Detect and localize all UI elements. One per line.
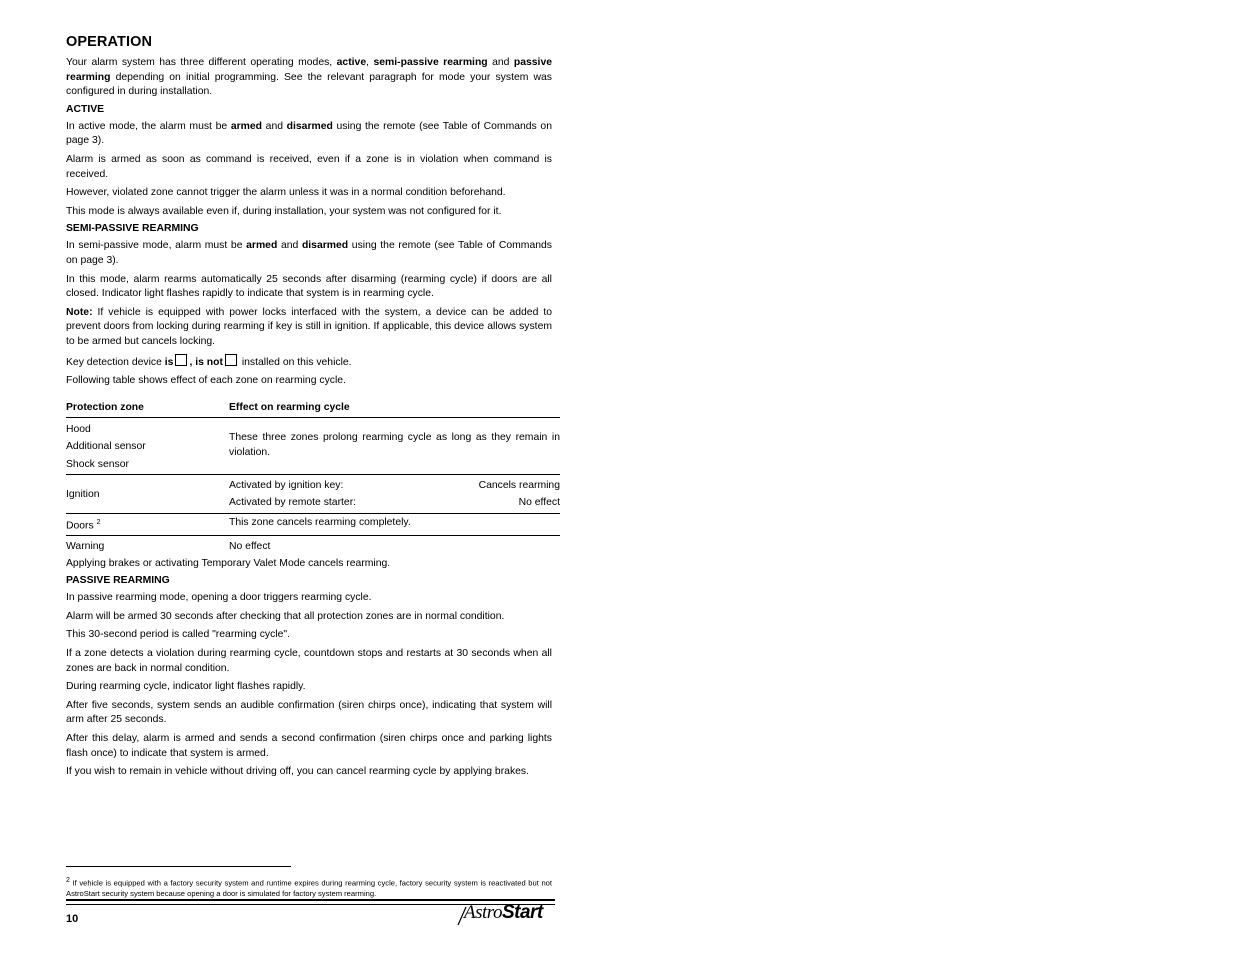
table-row bbox=[66, 418, 560, 476]
text: using the remote (see Table of Commands on page 3). bbox=[66, 120, 552, 147]
ignition-key-row bbox=[229, 477, 560, 494]
remote-starter-value: No effect bbox=[518, 497, 560, 509]
footnote bbox=[66, 876, 552, 899]
remote-starter-label: Activated by remote starter: bbox=[229, 497, 357, 509]
intro-paragraph bbox=[66, 56, 552, 100]
zone-additional-sensor: Additional sensor bbox=[66, 441, 146, 453]
section-title-semi-passive: SEMI-PASSIVE REARMING bbox=[66, 223, 199, 235]
active-paragraph-4: This mode is always available even if, during installation, your system was not configured for it. bbox=[66, 205, 502, 217]
zone-hood: Hood bbox=[66, 423, 91, 435]
remote-starter-row bbox=[229, 494, 560, 511]
page-number: 10 bbox=[66, 913, 79, 925]
bold-disarmed: disarmed bbox=[286, 120, 333, 132]
zone-group-cell bbox=[66, 418, 229, 475]
zone-group-effect bbox=[229, 418, 560, 475]
passive-paragraph-7: After this delay, alarm is armed and sends a second confirmation (siren chirps once and parking lights flash once) to indicate that system is armed. bbox=[66, 733, 552, 759]
ignition-key-value: Cancels rearming bbox=[478, 480, 560, 492]
intro-text: , bbox=[366, 57, 374, 68]
text: and bbox=[277, 240, 302, 252]
footer-rule-thick bbox=[66, 899, 555, 901]
bold-armed: armed bbox=[230, 120, 262, 132]
zone-doors bbox=[66, 514, 229, 534]
effect-text: These three zones prolong rearming cycle as long as they remain in violation. bbox=[229, 432, 560, 458]
passive-paragraph-4: If a zone detects a violation during rearming cycle, countdown stops and restarts at 30 seconds when all zones are back in normal condition. bbox=[66, 648, 552, 674]
active-paragraph-1 bbox=[66, 120, 552, 149]
intro-text: Your alarm system has three different operating modes, bbox=[66, 57, 337, 68]
header-protection-zone: Protection zone bbox=[66, 401, 144, 413]
key-is-not-label: , is not bbox=[189, 356, 223, 368]
doors-label: Doors bbox=[66, 520, 94, 532]
key-is-label: is bbox=[164, 356, 174, 368]
footnote-ref[interactable]: 2 bbox=[96, 519, 101, 527]
zone-warning: Warning bbox=[66, 540, 105, 552]
footnote-text: If vehicle is equipped with a factory security system and runtime expires during rearming cycle, factory security system is reactivated but not AstroStart security system because opening a door is simulated for factory system rearming. bbox=[66, 878, 552, 898]
protection-zone-table bbox=[66, 399, 560, 555]
text: In active mode, the alarm must be bbox=[66, 120, 231, 132]
logo-text-start: Start bbox=[501, 902, 543, 923]
bold-armed: armed bbox=[246, 240, 278, 252]
semi-paragraph-1 bbox=[66, 239, 552, 268]
text: In semi-passive mode, alarm must be bbox=[66, 240, 247, 252]
passive-paragraph-5: During rearming cycle, indicator light flashes rapidly. bbox=[66, 681, 306, 693]
table-row bbox=[66, 514, 560, 535]
section-title-passive: PASSIVE REARMING bbox=[66, 575, 170, 587]
is-checkbox[interactable] bbox=[175, 354, 187, 366]
passive-paragraph-8: If you wish to remain in vehicle without driving off, you can cancel rearming cycle by applying brakes. bbox=[66, 766, 529, 778]
header-effect: Effect on rearming cycle bbox=[229, 401, 350, 413]
is-not-checkbox[interactable] bbox=[225, 354, 237, 366]
active-paragraph-2: Alarm is armed as soon as command is received, even if a zone is in violation when command is received. bbox=[66, 153, 552, 180]
footnote-divider bbox=[66, 866, 291, 867]
bold-disarmed: disarmed bbox=[301, 240, 349, 252]
passive-paragraph-2: Alarm will be armed 30 seconds after checking that all protection zones are in normal condition. bbox=[66, 610, 505, 622]
intro-bold-active: active bbox=[336, 57, 367, 68]
semi-paragraph-2: In this mode, alarm rearms automatically 25 seconds after disarming (rearming cycle) if doors are all closed. Indicator light flashes rapidly to indicate that system is in rearming cycle. bbox=[66, 273, 552, 300]
section-title-active: ACTIVE bbox=[66, 103, 105, 115]
zone-shock-sensor: Shock sensor bbox=[66, 458, 129, 470]
logo-text-astro: Astro bbox=[464, 902, 502, 923]
note-text: If vehicle is equipped with power locks interfaced with the system, a device can be added to prevent doors from locking during rearming if key is still in ignition. If applicable, this device allows system to be armed but cancels locking. bbox=[66, 306, 552, 347]
key-detection-line bbox=[66, 354, 552, 371]
table-header-row bbox=[66, 399, 560, 418]
astrostart-logo bbox=[456, 903, 554, 927]
ignition-effect bbox=[229, 475, 560, 513]
text: using the remote (see Table of Commands on page 3). bbox=[66, 240, 552, 266]
text: Key detection device bbox=[66, 356, 165, 368]
text: installed on this vehicle. bbox=[238, 356, 352, 368]
document-page bbox=[66, 34, 560, 784]
intro-bold-passive: passive rearming bbox=[66, 57, 553, 83]
zone-ignition: Ignition bbox=[66, 488, 100, 500]
intro-text: and bbox=[487, 57, 514, 68]
ignition-key-label: Activated by ignition key: bbox=[229, 480, 344, 492]
intro-bold-semi: semi-passive rearming bbox=[373, 57, 488, 68]
passive-paragraph-1: In passive rearming mode, opening a door triggers rearming cycle. bbox=[66, 592, 372, 604]
doors-effect: This zone cancels rearming completely. bbox=[229, 517, 411, 529]
table-row bbox=[66, 536, 560, 555]
passive-paragraph-6: After five seconds, system sends an audible confirmation (siren chirps once), indicating that system will arm after 25 seconds. bbox=[66, 699, 552, 726]
semi-table-intro: Following table shows effect of each zone on rearming cycle. bbox=[66, 375, 346, 387]
table-row bbox=[66, 475, 560, 514]
text: and bbox=[262, 120, 287, 132]
passive-paragraph-3: This 30-second period is called "rearming cycle". bbox=[66, 629, 290, 641]
after-table-paragraph: Applying brakes or activating Temporary Valet Mode cancels rearming. bbox=[66, 557, 391, 569]
page-heading: OPERATION bbox=[66, 34, 153, 50]
active-paragraph-3: However, violated zone cannot trigger the alarm unless it was in a normal condition beforehand. bbox=[66, 187, 506, 199]
intro-text: depending on initial programming. See the relevant paragraph for mode your system was configured in during installation. bbox=[66, 71, 552, 98]
semi-note bbox=[66, 306, 552, 350]
note-label: Note: bbox=[66, 306, 93, 318]
warning-effect: No effect bbox=[229, 540, 271, 552]
footnote-mark: 2 bbox=[66, 877, 70, 884]
